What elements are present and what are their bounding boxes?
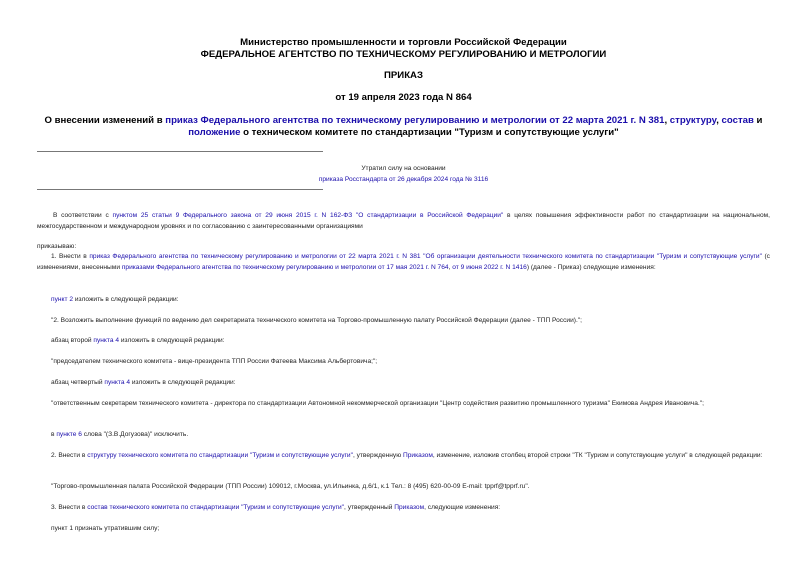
link-order-381[interactable]: приказ Федерального агентства по техническому регулированию и метрологии от 22 марта 2021 г. N 381 "Об организации деятельности технического комитета по стандартизации "Туризм и сопутствующие услуги"	[89, 253, 762, 260]
title-text: и	[753, 115, 763, 126]
text: , утвержденную	[352, 452, 403, 459]
paragraph-item-2	[37, 451, 770, 462]
link-structure[interactable]: структуру технического комитета по стандартизации "Туризм и сопутствующие услуги"	[87, 452, 353, 459]
link-composition[interactable]: состав технического комитета по стандартизации "Туризм и сопутствующие услуги"	[87, 504, 345, 511]
paragraph-secretary: "ответственным секретарем технического комитета - директора по стандартизации Автономной некоммерческой организации "Центр содействия развитию промышленного туризма" Екимова Андрея Ивановича.";	[51, 400, 704, 407]
divider-top	[37, 151, 323, 152]
divider-bottom	[37, 189, 323, 190]
text: 2. Внести в	[51, 452, 88, 459]
title-text: ,	[716, 115, 722, 126]
title-link-structure[interactable]: структуру	[669, 115, 717, 126]
text: В соответствии с	[53, 212, 113, 219]
text: , следующие изменения:	[424, 504, 501, 511]
text: , изменение, изложив столбец второй строки "ТК "Туризм и сопутствующие услуги" в следующей редакции:	[432, 452, 763, 459]
link-point-6[interactable]: пункте 6	[56, 431, 82, 438]
agency-heading: ФЕДЕРАЛЬНОЕ АГЕНТСТВО ПО ТЕХНИЧЕСКОМУ РЕГУЛИРОВАНИЮ И МЕТРОЛОГИИ	[200, 49, 607, 60]
paragraph-chamber-address: "Торгово-промышленная палата Российской Федерации (ТПП России) 109012, г.Москва, ул.Ильинка, д.6/1, к.1 Тел.: 8 (495) 620-00-09 E-mail: tpprf@tpprf.ru".	[51, 483, 530, 490]
paragraph-order: приказываю:	[37, 243, 77, 250]
text: 3. Внести в	[51, 504, 88, 511]
link-point-2[interactable]: пункт 2	[51, 296, 73, 303]
text: в	[51, 431, 57, 438]
paragraph-item-1	[37, 252, 770, 273]
text: слова "(З.В.Догузова)" исключить.	[81, 431, 189, 438]
paragraph-point-2-text: "2. Возложить выполнение функций по ведению дел секретариата технического комитета на Торгово-промышленную палату Российской Федерации (далее - ТПП России).";	[51, 317, 582, 324]
link-point-4[interactable]: пункта 4	[104, 379, 130, 386]
text: изложить в следующей редакции:	[130, 379, 236, 386]
status-note-link[interactable]: приказа Росстандарта от 26 декабря 2024 года № 3116	[318, 176, 489, 183]
text: , утвержденный	[344, 504, 395, 511]
status-note-label: Утратил силу на основании	[361, 165, 446, 172]
paragraph-point-2	[37, 295, 770, 306]
paragraph-point-4-second	[37, 336, 770, 347]
title-link-composition[interactable]: состав	[721, 115, 754, 126]
link-prikaz[interactable]: Приказом	[402, 452, 433, 459]
paragraph-item-3	[37, 503, 770, 514]
text: (с изменениями, внесенными	[37, 253, 770, 271]
text: 1. Внести в	[51, 253, 90, 260]
text: изложить в следующей редакции:	[119, 337, 225, 344]
title-link-order-381[interactable]: приказ Федерального агентства по техническому регулированию и метрологии от 22 марта 2021 г. N 381	[165, 115, 665, 126]
paragraph-preamble	[37, 211, 770, 232]
paragraph-point-1-void: пункт 1 признать утратившим силу;	[51, 525, 160, 532]
text: абзац второй	[51, 337, 94, 344]
link-order-764[interactable]: приказами Федерального агентства по техническому регулированию и метрологии от 17 мая 2021 г. N 764	[121, 263, 449, 271]
date-and-number: от 19 апреля 2023 года N 864	[335, 92, 472, 103]
text: в целях повышения эффективности работ по стандартизации на национальном, межгосударственном и международном уровнях и по согласованию с заинтересованными организациями	[37, 212, 770, 230]
link-prikaz[interactable]: Приказом	[394, 504, 425, 511]
paragraph-point-6	[37, 430, 770, 441]
title-text: О внесении изменений в	[44, 115, 166, 126]
text: абзац четвертый	[51, 379, 105, 386]
link-point-4[interactable]: пункта 4	[93, 337, 120, 344]
link-federal-law[interactable]: пунктом 25 статьи 9 Федерального закона от 29 июня 2015 г. N 162-ФЗ "О стандартизации в Российской Федерации"	[112, 212, 504, 219]
ministry-heading: Министерство промышленности и торговли Российской Федерации	[240, 37, 567, 48]
document-type: ПРИКАЗ	[384, 70, 423, 81]
title-link-regulation[interactable]: положение	[188, 127, 241, 138]
text: изложить в следующей редакции:	[73, 296, 179, 303]
text: ,	[448, 263, 453, 271]
document-title	[30, 115, 777, 139]
title-text: о техническом комитете по стандартизации "Туризм и сопутствующие услуги"	[240, 127, 619, 138]
link-order-1416[interactable]: от 9 июня 2022 г. N 1416	[452, 263, 527, 271]
paragraph-point-4-fourth	[37, 378, 770, 389]
text: ) (далее - Приказ) следующие изменения:	[526, 263, 656, 271]
paragraph-chairman: "председателем технического комитета - вице-президента ТПП России Фатеева Максима Альбертовича;";	[51, 358, 378, 365]
title-text: ,	[664, 115, 670, 126]
